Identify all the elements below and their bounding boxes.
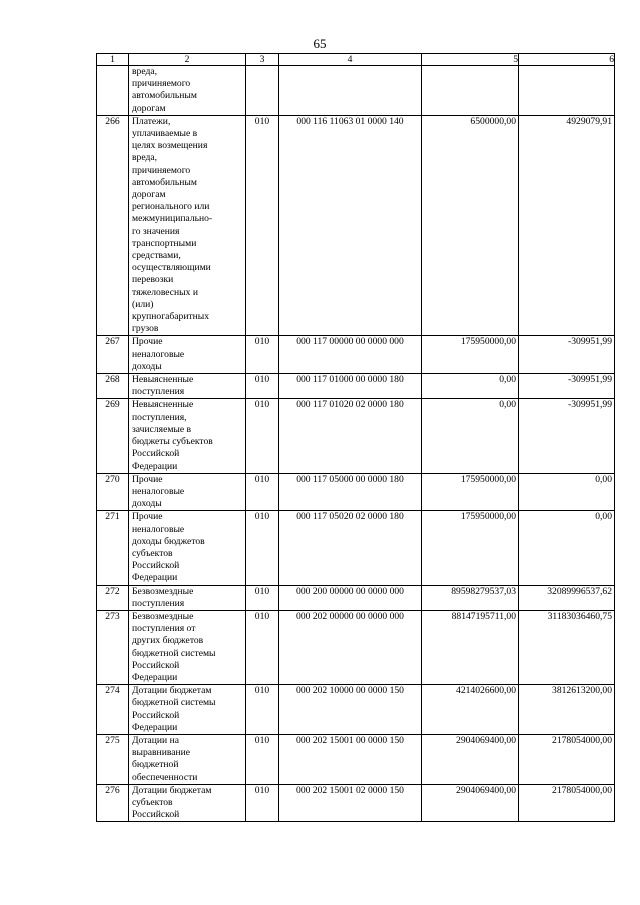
table-row bbox=[97, 734, 615, 784]
table-row bbox=[97, 473, 615, 511]
row-admin-code: 010 bbox=[246, 473, 279, 511]
row-admin-code: 010 bbox=[246, 511, 279, 585]
row-fact-amount: 0,00 bbox=[519, 511, 615, 585]
table-row bbox=[97, 610, 615, 684]
row-fact-amount: 0,00 bbox=[519, 473, 615, 511]
row-fact-amount: 2178054000,00 bbox=[519, 734, 615, 784]
row-plan-amount: 2904069400,00 bbox=[422, 734, 519, 784]
row-classification-code: 000 117 05020 02 0000 180 bbox=[279, 511, 422, 585]
row-admin-code: 010 bbox=[246, 685, 279, 735]
row-classification-code: 000 117 01000 00 0000 180 bbox=[279, 374, 422, 399]
row-fact-amount: 3812613200,00 bbox=[519, 685, 615, 735]
row-admin-code: 010 bbox=[246, 336, 279, 374]
column-header-2: 2 bbox=[129, 54, 246, 66]
row-number bbox=[97, 66, 129, 116]
row-plan-amount: 4214026600,00 bbox=[422, 685, 519, 735]
row-classification-code: 000 202 00000 00 0000 000 bbox=[279, 610, 422, 684]
column-header-6: 6 bbox=[519, 54, 615, 66]
row-number: 267 bbox=[97, 336, 129, 374]
row-name: Дотации на выравнивание бюджетной обеспеченности bbox=[129, 734, 246, 784]
row-fact-amount: -309951,99 bbox=[519, 374, 615, 399]
row-name: Платежи, уплачиваемые в целях возмещения вреда, причиняемого автомобильным дорогам регионального или межмуниципально- го значения транспортными средствами, осуществляющими перевозки тяжеловесных и (или) крупногабаритных грузов bbox=[129, 115, 246, 336]
table-row bbox=[97, 399, 615, 473]
row-fact-amount: -309951,99 bbox=[519, 399, 615, 473]
row-admin-code: 010 bbox=[246, 399, 279, 473]
page-number: 65 bbox=[313, 36, 327, 51]
row-name: Дотации бюджетам субъектов Российской bbox=[129, 784, 246, 822]
row-admin-code: 010 bbox=[246, 115, 279, 336]
row-plan-amount: 0,00 bbox=[422, 374, 519, 399]
row-classification-code: 000 117 01020 02 0000 180 bbox=[279, 399, 422, 473]
row-admin-code: 010 bbox=[246, 784, 279, 822]
row-name: Прочие неналоговые доходы бюджетов субъектов Российской Федерации bbox=[129, 511, 246, 585]
row-name: Безвозмездные поступления bbox=[129, 585, 246, 610]
table-row bbox=[97, 784, 615, 822]
row-fact-amount: 4929079,91 bbox=[519, 115, 615, 336]
table-row bbox=[97, 511, 615, 585]
row-name: Безвозмездные поступления от других бюджетов бюджетной системы Российской Федерации bbox=[129, 610, 246, 684]
row-name: Прочие неналоговые доходы bbox=[129, 473, 246, 511]
row-number: 276 bbox=[97, 784, 129, 822]
row-plan-amount: 88147195711,00 bbox=[422, 610, 519, 684]
row-number: 273 bbox=[97, 610, 129, 684]
table-row bbox=[97, 115, 615, 336]
row-classification-code bbox=[279, 66, 422, 116]
row-classification-code: 000 117 00000 00 0000 000 bbox=[279, 336, 422, 374]
row-number: 268 bbox=[97, 374, 129, 399]
table-row bbox=[97, 374, 615, 399]
table-header-row bbox=[97, 54, 615, 66]
column-header-4: 4 bbox=[279, 54, 422, 66]
row-number: 272 bbox=[97, 585, 129, 610]
row-classification-code: 000 202 10000 00 0000 150 bbox=[279, 685, 422, 735]
row-number: 266 bbox=[97, 115, 129, 336]
row-classification-code: 000 202 15001 02 0000 150 bbox=[279, 784, 422, 822]
row-fact-amount: 2178054000,00 bbox=[519, 784, 615, 822]
row-plan-amount bbox=[422, 66, 519, 116]
row-number: 269 bbox=[97, 399, 129, 473]
row-number: 274 bbox=[97, 685, 129, 735]
table-row bbox=[97, 685, 615, 735]
budget-table bbox=[96, 53, 615, 822]
row-name: Невыясненные поступления bbox=[129, 374, 246, 399]
row-name: Дотации бюджетам бюджетной системы Российской Федерации bbox=[129, 685, 246, 735]
row-admin-code: 010 bbox=[246, 374, 279, 399]
column-header-5: 5 bbox=[422, 54, 519, 66]
row-fact-amount: 31183036460,75 bbox=[519, 610, 615, 684]
row-classification-code: 000 117 05000 00 0000 180 bbox=[279, 473, 422, 511]
table-row bbox=[97, 336, 615, 374]
row-plan-amount: 2904069400,00 bbox=[422, 784, 519, 822]
row-admin-code: 010 bbox=[246, 585, 279, 610]
row-fact-amount: 32089996537,62 bbox=[519, 585, 615, 610]
table-row bbox=[97, 66, 615, 116]
row-fact-amount: -309951,99 bbox=[519, 336, 615, 374]
column-header-3: 3 bbox=[246, 54, 279, 66]
row-plan-amount: 175950000,00 bbox=[422, 511, 519, 585]
row-classification-code: 000 200 00000 00 0000 000 bbox=[279, 585, 422, 610]
row-plan-amount: 0,00 bbox=[422, 399, 519, 473]
row-classification-code: 000 116 11063 01 0000 140 bbox=[279, 115, 422, 336]
row-name: Прочие неналоговые доходы bbox=[129, 336, 246, 374]
column-header-1: 1 bbox=[97, 54, 129, 66]
row-admin-code bbox=[246, 66, 279, 116]
row-admin-code: 010 bbox=[246, 610, 279, 684]
row-plan-amount: 89598279537,03 bbox=[422, 585, 519, 610]
row-name: вреда, причиняемого автомобильным дорогам bbox=[129, 66, 246, 116]
row-classification-code: 000 202 15001 00 0000 150 bbox=[279, 734, 422, 784]
row-number: 275 bbox=[97, 734, 129, 784]
row-plan-amount: 175950000,00 bbox=[422, 473, 519, 511]
row-admin-code: 010 bbox=[246, 734, 279, 784]
row-number: 270 bbox=[97, 473, 129, 511]
row-plan-amount: 6500000,00 bbox=[422, 115, 519, 336]
table-row bbox=[97, 585, 615, 610]
row-name: Невыясненные поступления, зачисляемые в бюджеты субъектов Российской Федерации bbox=[129, 399, 246, 473]
row-fact-amount bbox=[519, 66, 615, 116]
row-plan-amount: 175950000,00 bbox=[422, 336, 519, 374]
row-number: 271 bbox=[97, 511, 129, 585]
